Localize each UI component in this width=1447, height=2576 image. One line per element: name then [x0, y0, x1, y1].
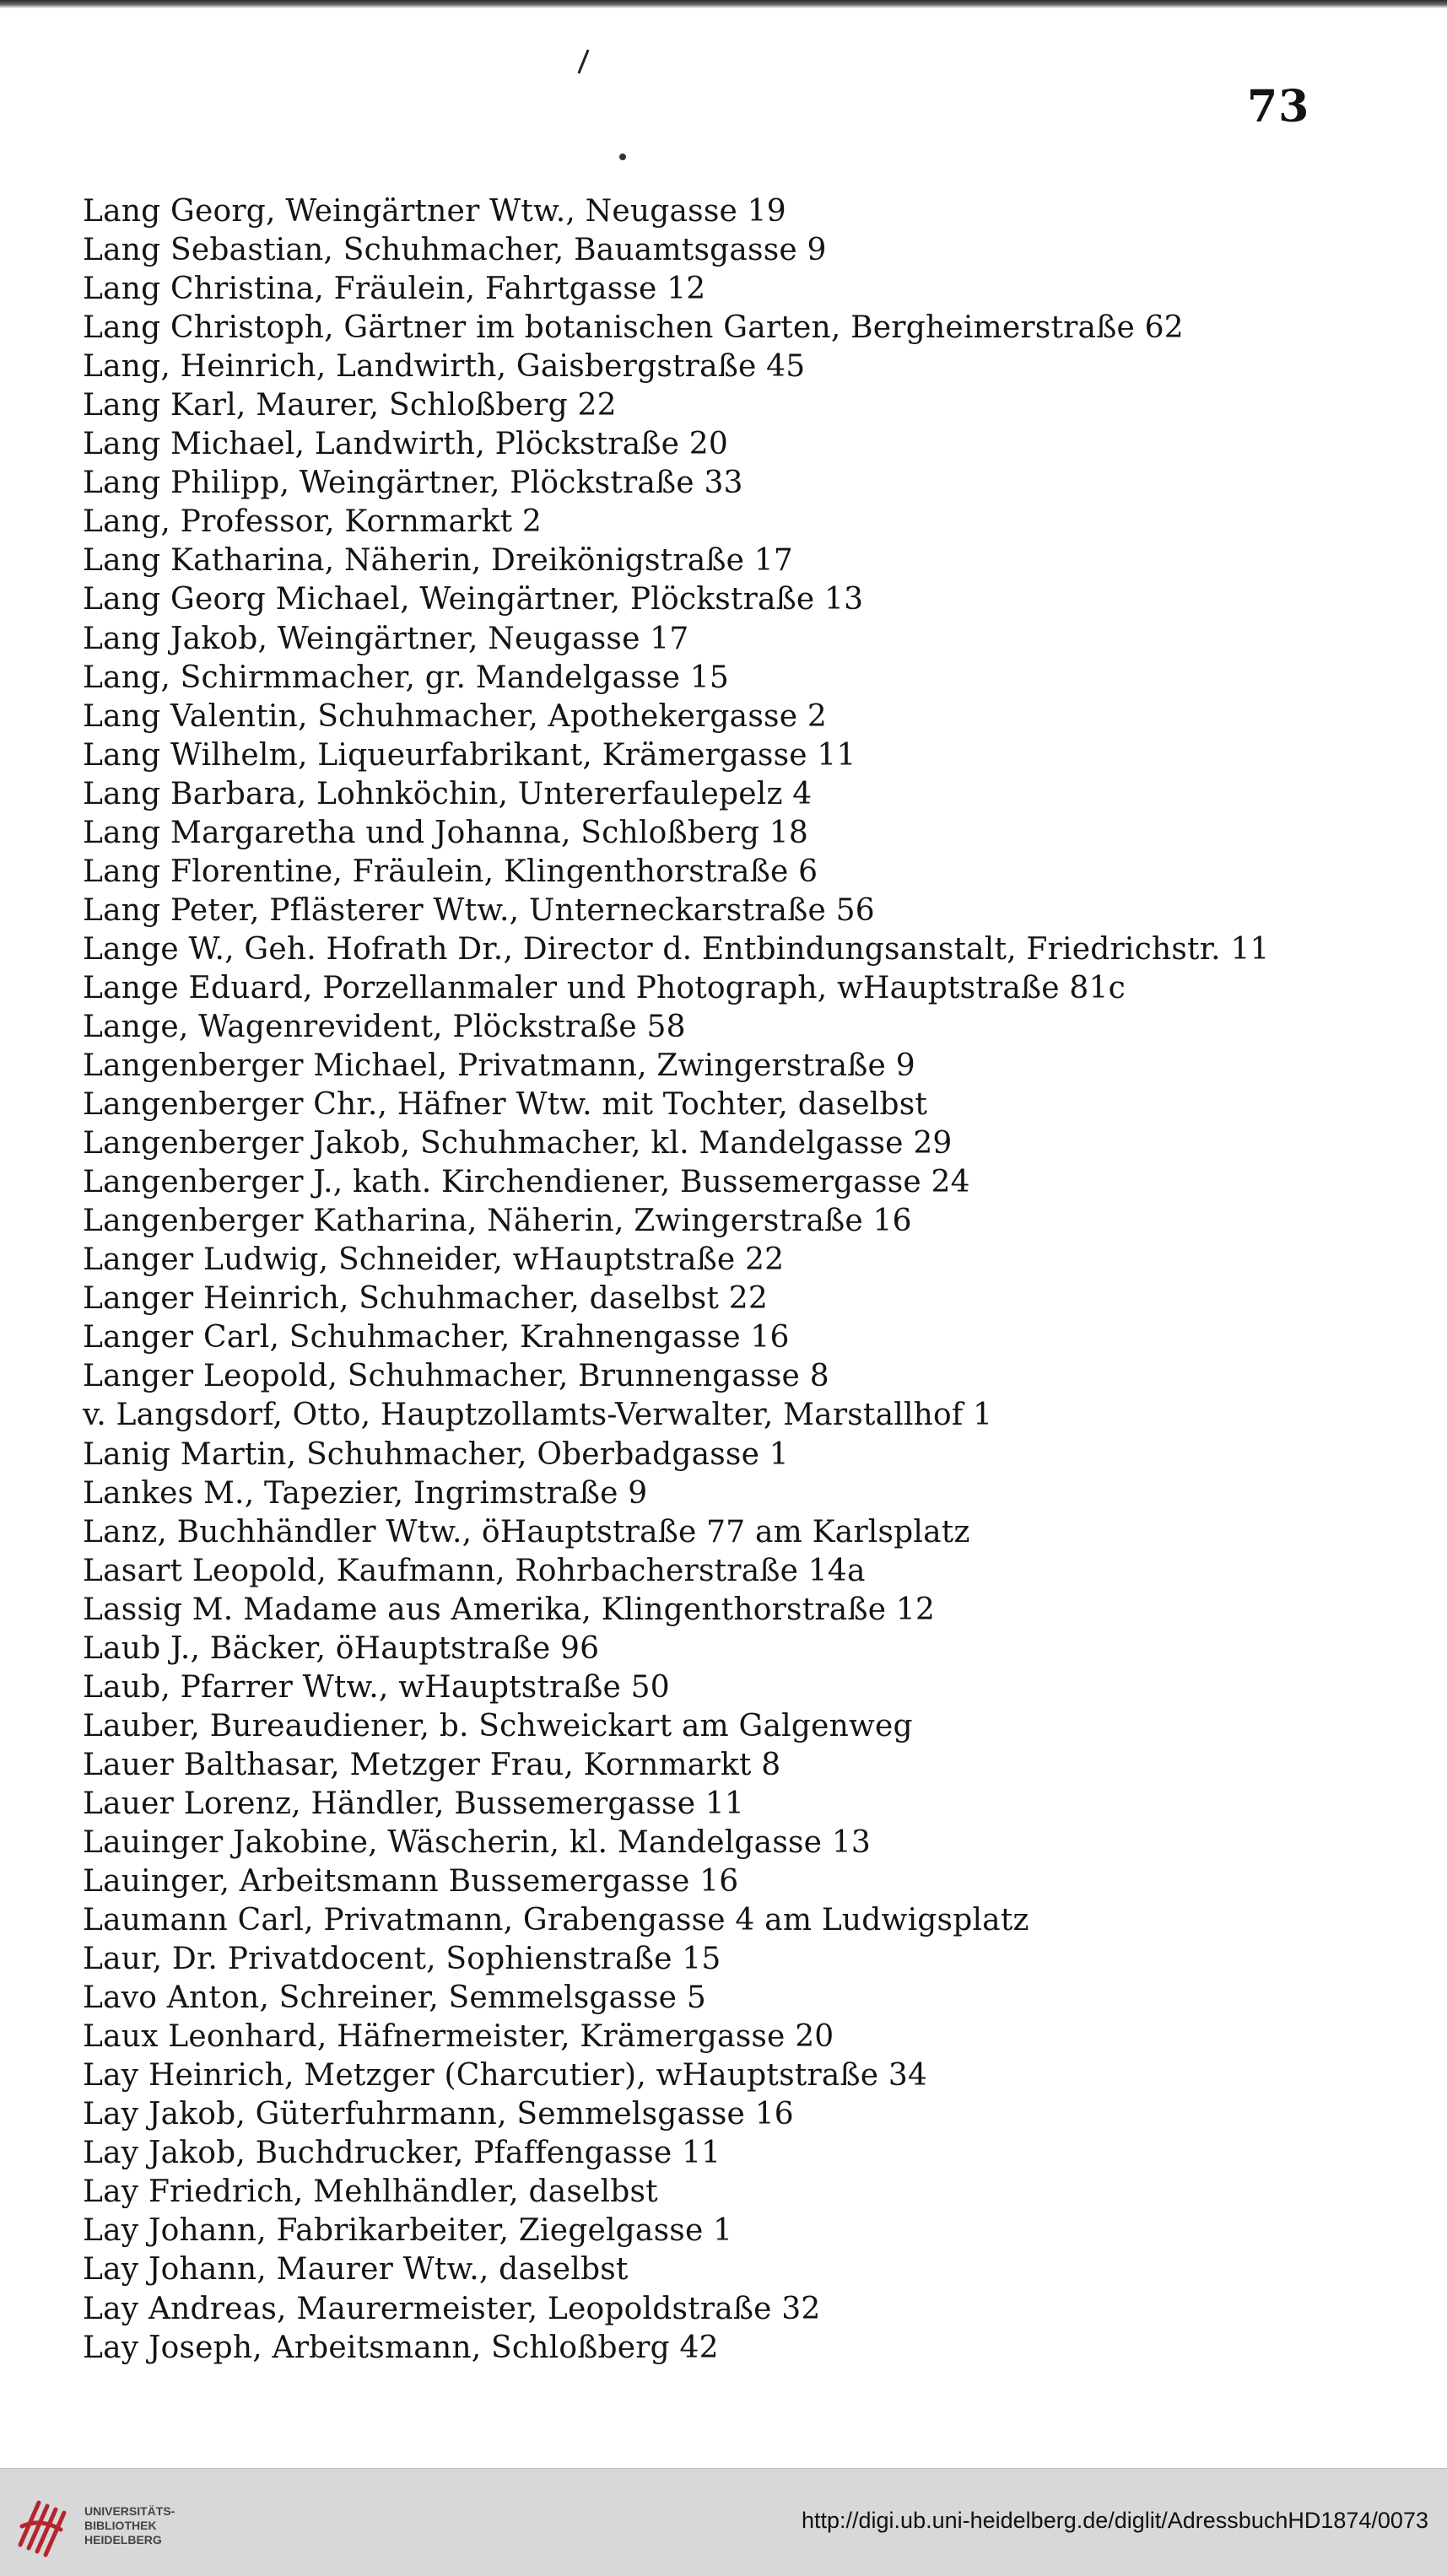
directory-entry: Lay Heinrich, Metzger (Charcutier), wHauptstraße 34 — [83, 2058, 928, 2094]
directory-entry: Lay Jakob, Buchdrucker, Pfaffengasse 11 — [83, 2136, 721, 2171]
directory-entry: Lang Jakob, Weingärtner, Neugasse 17 — [83, 621, 689, 656]
library-name-line: HEIDELBERG — [84, 2533, 162, 2546]
directory-entry: Laumann Carl, Privatmann, Grabengasse 4 am Ludwigsplatz — [83, 1903, 1029, 1938]
directory-entry: Lang Florentine, Fräulein, Klingenthorstraße 6 — [83, 854, 818, 889]
directory-entry: Lang Georg, Weingärtner Wtw., Neugasse 19 — [83, 194, 786, 229]
directory-entry: Lang, Professor, Kornmarkt 2 — [83, 504, 543, 540]
directory-entry: v. Langsdorf, Otto, Hauptzollamts-Verwalter, Marstallhof 1 — [83, 1398, 993, 1433]
pen-mark — [577, 50, 589, 74]
directory-entry: Laux Leonhard, Häfnermeister, Krämergasse 20 — [83, 2019, 834, 2055]
directory-entry: Lang Sebastian, Schuhmacher, Bauamtsgasse 9 — [83, 233, 827, 268]
library-name-line: UNIVERSITÄTS- — [84, 2504, 175, 2518]
directory-entry: Lang Katharina, Näherin, Dreikönigstraße 17 — [83, 543, 793, 579]
directory-entry: Lay Andreas, Maurermeister, Leopoldstraße 32 — [83, 2291, 821, 2326]
directory-entry: Lang Michael, Landwirth, Plöckstraße 20 — [83, 427, 729, 462]
directory-entry: Laub J., Bäcker, öHauptstraße 96 — [83, 1630, 600, 1666]
directory-entries — [83, 192, 1399, 2368]
directory-entry: Laur, Dr. Privatdocent, Sophienstraße 15 — [83, 1942, 721, 1977]
directory-entry: Langenberger Chr., Häfner Wtw. mit Tochter, daselbst — [83, 1087, 928, 1123]
directory-entry: Lange, Wagenrevident, Plöckstraße 58 — [83, 1009, 686, 1044]
source-url-link[interactable]: http://digi.ub.uni-heidelberg.de/diglit/AdressbuchHD1874/0073 — [801, 2508, 1428, 2533]
top-edge-rule — [0, 0, 1447, 8]
directory-entry: Lay Friedrich, Mehlhändler, daselbst — [83, 2175, 658, 2210]
directory-entry: Laub, Pfarrer Wtw., wHauptstraße 50 — [83, 1669, 670, 1705]
directory-entry: Lavo Anton, Schreiner, Semmelsgasse 5 — [83, 1981, 706, 2016]
directory-entry: Lang Christoph, Gärtner im botanischen Garten, Bergheimerstraße 62 — [83, 310, 1184, 346]
directory-entry: Langer Leopold, Schuhmacher, Brunnengasse 8 — [83, 1359, 829, 1394]
directory-entry: Lange W., Geh. Hofrath Dr., Director d. Entbindungsanstalt, Friedrichstr. 11 — [83, 931, 1270, 967]
directory-entry: Lauinger, Arbeitsmann Bussemergasse 16 — [83, 1864, 739, 1900]
directory-entry: Langenberger Michael, Privatmann, Zwingerstraße 9 — [83, 1048, 915, 1084]
directory-entry: Lay Johann, Fabrikarbeiter, Ziegelgasse 1 — [83, 2213, 733, 2249]
directory-entry: Lang Georg Michael, Weingärtner, Plöckstraße 13 — [83, 582, 864, 617]
directory-entry: Langenberger Katharina, Näherin, Zwingerstraße 16 — [83, 1204, 912, 1239]
directory-entry: Langenberger Jakob, Schuhmacher, kl. Mandelgasse 29 — [83, 1126, 953, 1161]
library-logo-icon — [13, 2492, 78, 2560]
directory-entry: Lang, Heinrich, Landwirth, Gaisbergstraße 45 — [83, 349, 806, 385]
directory-entry: Lang Wilhelm, Liqueurfabrikant, Krämergasse 11 — [83, 737, 856, 773]
page-number: 73 — [1247, 81, 1310, 132]
directory-entry: Langer Ludwig, Schneider, wHauptstraße 22 — [83, 1242, 785, 1278]
directory-entry: Langer Heinrich, Schuhmacher, daselbst 22 — [83, 1281, 768, 1317]
directory-entry: Lang Peter, Pflästerer Wtw., Unterneckarstraße 56 — [83, 892, 875, 928]
directory-entry: Lasart Leopold, Kaufmann, Rohrbacherstraße 14a — [83, 1553, 866, 1588]
ink-dot — [619, 154, 626, 160]
directory-entry: Lang Barbara, Lohnköchin, Untererfaulepelz 4 — [83, 776, 813, 811]
directory-entry: Langer Carl, Schuhmacher, Krahnengasse 16 — [83, 1320, 790, 1355]
directory-entry: Lang Valentin, Schuhmacher, Apothekergasse 2 — [83, 698, 827, 734]
directory-entry: Lay Jakob, Güterfuhrmann, Semmelsgasse 16 — [83, 2097, 794, 2132]
directory-entry: Lauer Lorenz, Händler, Bussemergasse 11 — [83, 1786, 745, 1821]
directory-entry: Lange Eduard, Porzellanmaler und Photograph, wHauptstraße 81c — [83, 970, 1126, 1005]
directory-entry: Lay Joseph, Arbeitsmann, Schloßberg 42 — [83, 2330, 719, 2365]
directory-entry: Lanig Martin, Schuhmacher, Oberbadgasse 1 — [83, 1436, 789, 1472]
directory-entry: Lauer Balthasar, Metzger Frau, Kornmarkt 8 — [83, 1747, 781, 1782]
library-name — [84, 2504, 175, 2547]
directory-entry: Langenberger J., kath. Kirchendiener, Bussemergasse 24 — [83, 1165, 970, 1200]
directory-entry: Lang Christina, Fräulein, Fahrtgasse 12 — [83, 272, 706, 307]
directory-entry: Lay Johann, Maurer Wtw., daselbst — [83, 2252, 629, 2288]
directory-entry: Lanz, Buchhändler Wtw., öHauptstraße 77 am Karlsplatz — [83, 1514, 970, 1549]
directory-entry: Lankes M., Tapezier, Ingrimstraße 9 — [83, 1475, 648, 1511]
directory-entry: Lang Philipp, Weingärtner, Plöckstraße 33 — [83, 466, 743, 501]
directory-entry: Lang Margaretha und Johanna, Schloßberg 18 — [83, 815, 808, 850]
directory-entry: Lang Karl, Maurer, Schloßberg 22 — [83, 388, 617, 423]
directory-entry: Lauinger Jakobine, Wäscherin, kl. Mandelgasse 13 — [83, 1824, 872, 1860]
directory-entry: Lang, Schirmmacher, gr. Mandelgasse 15 — [83, 660, 729, 695]
library-name-line: BIBLIOTHEK — [84, 2519, 157, 2532]
directory-entry: Lauber, Bureaudiener, b. Schweickart am Galgenweg — [83, 1708, 913, 1743]
directory-entry: Lassig M. Madame aus Amerika, Klingenthorstraße 12 — [83, 1592, 936, 1627]
footer-bar — [0, 2468, 1447, 2576]
